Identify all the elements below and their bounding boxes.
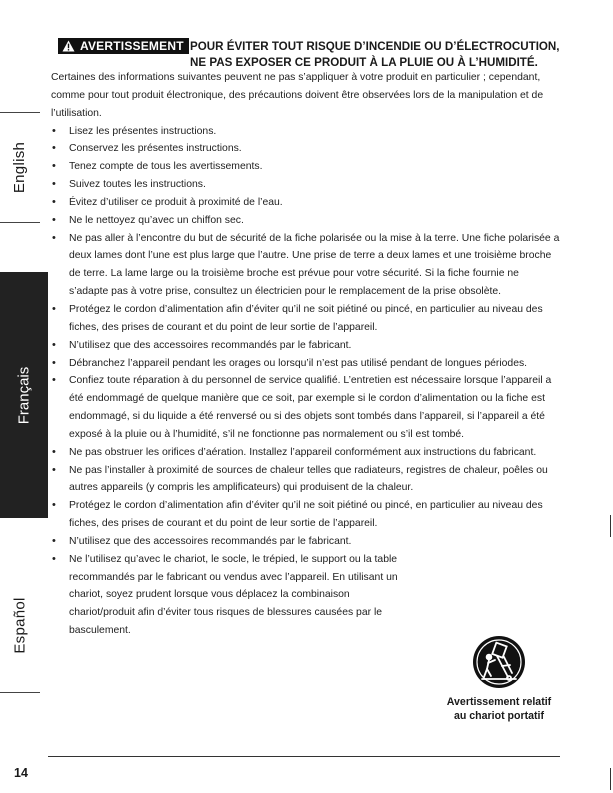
warning-title-line2: NE PAS EXPOSER CE PRODUIT À LA PLUIE OU À L’HUMIDITÉ. [190, 56, 538, 69]
list-item: • Évitez d’utiliser ce produit à proximité de l’eau. [51, 194, 561, 212]
list-item: • Lisez les présentes instructions. [51, 123, 561, 141]
crop-mark [610, 768, 611, 790]
cart-caption-line2: au chariot portatif [453, 710, 545, 722]
warning-triangle-icon [62, 40, 75, 52]
list-item: • Débranchez l’appareil pendant les orages ou lorsqu’il n’est pas utilisé pendant de longues périodes. [51, 355, 561, 373]
intro-paragraph: Certaines des informations suivantes peuvent ne pas s’appliquer à votre produit en particulier ; cependant, comme pour tout produit électronique, des précautions doivent être observées lors de la manipulation et de l’utilisation. [51, 72, 544, 119]
warning-badge [58, 38, 189, 54]
warning-badge-label: AVERTISSEMENT [80, 39, 184, 53]
tab-francais-label: Français [15, 366, 33, 424]
instruction-list [51, 123, 561, 551]
list-item: • N’utilisez que des accessoires recommandés par le fabricant. [51, 533, 561, 551]
cart-warning [424, 635, 574, 723]
footer-rule [48, 756, 560, 757]
list-item: • Ne pas aller à l’encontre du but de sécurité de la fiche polarisée ou la mise à la terre. Une fiche polarisée a deux lames dont l’une est plus large que l’autre. Une prise de terre a deux lames et une troisième broche de terre. La lame large ou la troisième broche est prévue pour votre sécurité. Si la fiche fournie ne s’adapte pas à votre prise, consultez un électricien pour le remplacement de la prise obsolète. [51, 230, 561, 301]
page-number: 14 [14, 766, 28, 780]
tab-espanol-label: Español [11, 596, 29, 654]
list-item: • Suivez toutes les instructions. [51, 176, 561, 194]
list-item [51, 551, 561, 640]
list-item: • Protégez le cordon d’alimentation afin d’éviter qu’il ne soit piétiné ou pincé, en particulier au niveau des fiches, des prises de courant et du point de leur sortie de l’appareil. [51, 497, 561, 533]
crop-mark [610, 515, 611, 537]
sidebar-divider [0, 222, 40, 223]
list-item: • Conservez les présentes instructions. [51, 140, 561, 158]
list-item: • Protégez le cordon d’alimentation afin d’éviter qu’il ne soit piétiné ou pincé, en particulier au niveau des fiches, des prises de courant et du point de leur sortie de l’appareil. [51, 301, 561, 337]
cart-caption-line1: Avertissement relatif [446, 696, 552, 708]
tab-english-label: English [11, 141, 29, 193]
tab-english[interactable] [3, 112, 37, 222]
sidebar-divider [0, 692, 40, 693]
list-item: • Ne pas obstruer les orifices d’aération. Installez l’appareil conformément aux instructions du fabricant. [51, 444, 561, 462]
cart-instruction: • Ne l’utilisez qu’avec le chariot, le socle, le trépied, le support ou la table recommandés par le fabricant ou vendus avec l’appareil. En utilisant un chariot, soyez prudent lorsque vous déplacez la combinaison chariot/produit afin d’éviter tous risques de blessures causées par le basculement. [51, 551, 414, 640]
list-item: • Tenez compte de tous les avertissements. [51, 158, 561, 176]
warning-header [58, 38, 568, 69]
list-item: • Ne le nettoyez qu’avec un chiffon sec. [51, 212, 561, 230]
tab-espanol[interactable] [3, 570, 37, 680]
warning-title-line1: POUR ÉVITER TOUT RISQUE D’INCENDIE OU D’ÉLECTROCUTION, [190, 40, 560, 53]
list-item: • Ne pas l’installer à proximité de sources de chaleur telles que radiateurs, registres de chaleur, poêles ou autres appareils (y compris les amplificateurs) qui produisent de la chaleur. [51, 462, 561, 498]
list-item: • Confiez toute réparation à du personnel de service qualifié. L’entretien est nécessaire lorsque l’appareil a été endommagé de quelque manière que ce soit, par exemple si le cordon d’alimentation ou la fiche est endommagé, si du liquide a été renversé ou si des objets sont tombés dans l’appareil, si l’appareil a été exposé à la pluie ou à l’humidité, s’il ne fonctionne pas normalement ou s’il est tombé. [51, 372, 561, 443]
list-item: • N’utilisez que des accessoires recommandés par le fabricant. [51, 337, 561, 355]
tab-francais[interactable] [0, 272, 48, 518]
safety-instructions [51, 69, 561, 640]
cart-warning-caption [424, 695, 574, 723]
cart-tip-over-icon [472, 635, 526, 689]
